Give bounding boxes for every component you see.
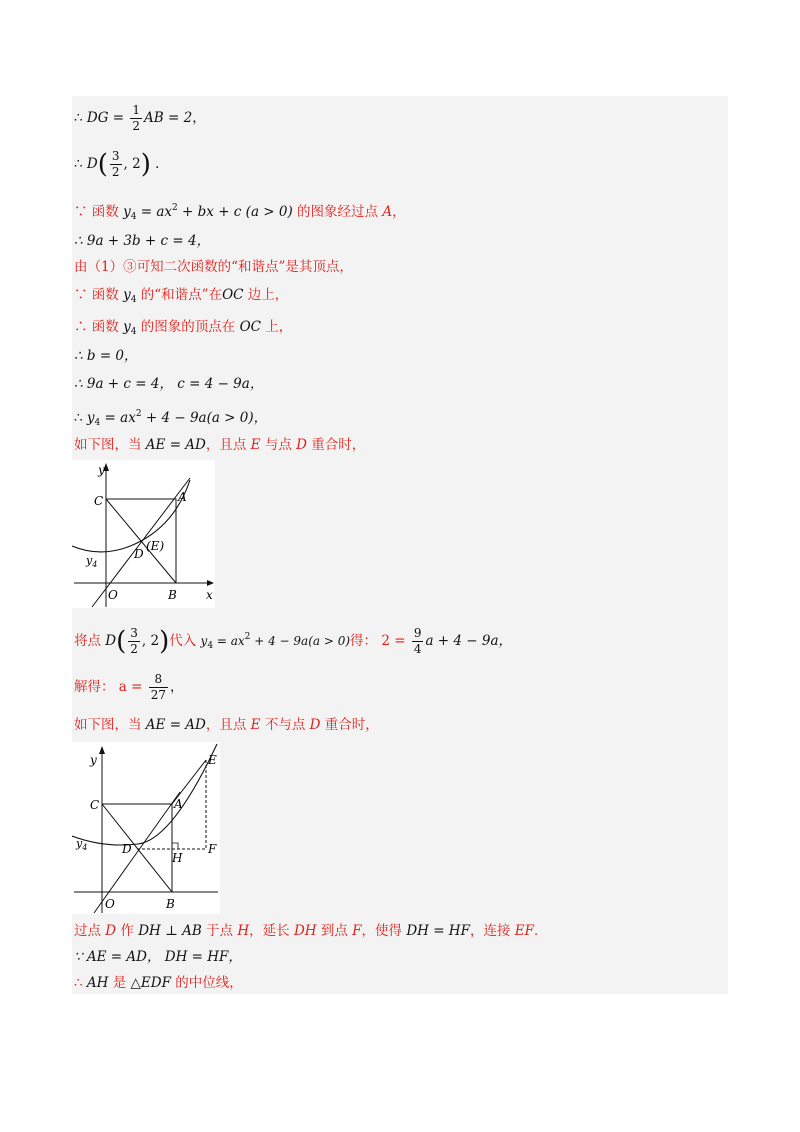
figure-1 [72, 460, 215, 608]
line-harmonic-vertex: 由（1）③可知二次函数的“和谐点”是其顶点， [74, 259, 353, 275]
line-d-point: ∴ D( $\frac{3}{2}$ , 2) ． [74, 149, 169, 180]
label-a: A [174, 797, 183, 811]
label-d: D [134, 547, 144, 561]
y-arrow-icon [99, 746, 105, 754]
line-substitute-d: 将点 D( $\frac{3}{2}$ , 2)代入 $y_4 = ax^2 + 4 - 9a(a > 0)$得： 2 = $\frac{9}{4}$ a + 4 − 9a， [74, 626, 513, 657]
line-solve-a: 解得： a = $\frac{8}{27}$ ， [74, 672, 184, 702]
fraction: $\frac{3}{2}$ [111, 149, 120, 179]
label-o: O [108, 588, 118, 602]
label-y4: $y_4$ [86, 554, 98, 569]
line-c-value: ∴ 9a + c = 4， c = 4 − 9a， [74, 376, 264, 392]
label-c: C [90, 798, 100, 812]
figure-2 [72, 742, 220, 914]
figure-1-diagram [72, 460, 215, 608]
label-b: B [168, 588, 177, 602]
fraction: $\frac{3}{2}$ [130, 626, 138, 656]
figure-2-diagram [72, 742, 220, 914]
line-case-e-equals-d: 如下图，当 AE = AD，且点 E 与点 D 重合时， [74, 437, 366, 453]
x-arrow-icon [207, 580, 214, 586]
line-function-passes-a: ∵ 函数 $y_4 = ax^2$ + bx + c (a > 0) 的图象经过点 A， [74, 203, 406, 222]
label-d: D [122, 842, 132, 856]
label-f: F [208, 842, 217, 856]
parabola-y4 [72, 480, 190, 552]
line-equation-9a: ∴ 9a + 3b + c = 4， [74, 233, 211, 249]
label-o: O [105, 897, 115, 911]
fraction: $\frac{8}{27}$ [150, 672, 167, 702]
fraction: $\frac{1}{2}$ [132, 103, 141, 133]
line-vertex-on-oc: ∴ 函数 $y_4$ 的图象的顶点在 OC 上， [74, 319, 293, 337]
label-h: H [172, 851, 183, 865]
line-harmonic-on-oc: ∵ 函数 $y_4$ 的“和谐点”在OC 边上， [74, 287, 289, 305]
label-x: x [206, 588, 213, 602]
line-case-e-not-d: 如下图，当 AE = AD，且点 E 不与点 D 重合时， [74, 717, 379, 733]
line-dg: ∴ DG = $\frac{1}{2}$ AB = 2， [74, 103, 206, 133]
label-a: A [178, 490, 187, 504]
line-ae-ad-dh-hf: ∵ AE = AD， DH = HF， [74, 949, 242, 965]
label-y: y [98, 463, 105, 477]
label-b: B [166, 897, 175, 911]
label-y: y [90, 753, 97, 767]
line-b-zero: ∴ b = 0， [74, 348, 138, 364]
label-e: E [208, 753, 217, 767]
label-y4: $y_4$ [76, 837, 88, 852]
line-y4-expression: ∴ $y_4 = ax^2 + 4 - 9a(a > 0)$， [74, 409, 268, 428]
fraction: $\frac{9}{4}$ [413, 626, 422, 656]
line-midline: ∴ AH 是 △EDF 的中位线， [74, 975, 243, 991]
right-angle-mark [172, 843, 178, 849]
label-e: (E) [146, 539, 165, 553]
label-c: C [94, 494, 104, 508]
line-construct-dh: 过点 D 作 DH ⊥ AB 于点 H，延长 DH 到点 F，使得 DH = HF，连接 EF． [74, 923, 548, 939]
